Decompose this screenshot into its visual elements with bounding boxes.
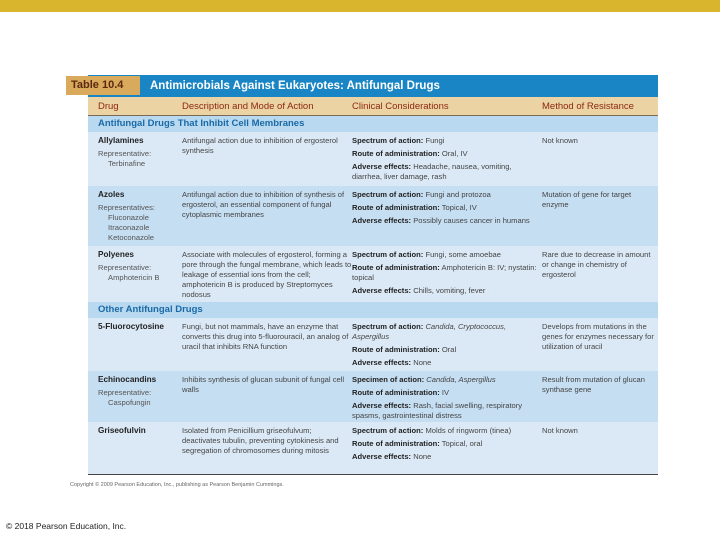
drug-name: Griseofulvin (98, 426, 146, 435)
table-row (88, 246, 658, 302)
adverse-effects: Adverse effects: Chills, vomiting, fever (352, 286, 486, 295)
adverse-effects: Adverse effects: Headache, nausea, vomiting, diarrhea, liver damage, rash (352, 162, 512, 181)
column-header-resistance: Method of Resistance (542, 101, 634, 112)
column-header-drug: Drug (98, 101, 119, 112)
resistance: Not known (542, 426, 578, 435)
drug-name: Allylamines (98, 136, 144, 145)
section-header-other: Other Antifungal Drugs (88, 302, 658, 318)
table-source-note: Copyright © 2009 Pearson Education, Inc., publishing as Pearson Benjamin Cummings. (70, 482, 284, 488)
drug-name: Echinocandins (98, 375, 157, 384)
adverse-effects: Adverse effects: None (352, 358, 432, 367)
table-number-tag: Table 10.4 (66, 76, 140, 95)
column-header-description: Description and Mode of Action (182, 101, 314, 112)
table-row (88, 186, 658, 246)
resistance: Result from mutation of glucan synthase gene (542, 375, 645, 394)
adverse-effects: Adverse effects: Possibly causes cancer in humans (352, 216, 530, 225)
route: Route of administration: Oral (352, 345, 457, 354)
drug-name: 5-Fluorocytosine (98, 322, 164, 331)
description: Antifungal action due to inhibition of synthesis of ergosterol, an essential component of fungal cytoplasmic membranes (182, 190, 345, 219)
spectrum: Spectrum of action: Fungi, some amoebae (352, 250, 501, 259)
resistance: Rare due to decrease in amount or change in chemistry of ergosterol (542, 250, 651, 279)
description: Isolated from Penicillium griseofulvum; deactivates tubulin, preventing cytokinesis and segregation of chromosomes during mitosis (182, 426, 339, 455)
representative-drug: Caspofungin (108, 398, 151, 407)
table-bottom-rule (88, 474, 658, 475)
description: Associate with molecules of ergosterol, forming a pore through the fungal membrane, which leads to leakage of essential ions from the cell; amphotericin B is produced by Streptomyces nodosus (182, 250, 352, 299)
resistance: Mutation of gene for target enzyme (542, 190, 632, 209)
column-header-clinical: Clinical Considerations (352, 101, 449, 112)
representative-label: Representative: (98, 149, 152, 158)
drug-name: Azoles (98, 190, 125, 199)
table-title: Antimicrobials Against Eukaryotes: Antifungal Drugs (150, 80, 440, 92)
route: Route of administration: Topical, oral (352, 439, 483, 448)
table-row (88, 132, 658, 186)
representative-drug: Fluconazole (108, 213, 149, 222)
representative-label: Representative: (98, 388, 152, 397)
route: Route of administration: Topical, IV (352, 203, 477, 212)
description: Antifungal action due to inhibition of ergosterol synthesis (182, 136, 338, 155)
spectrum: Specimen of action: Candida, Aspergillus (352, 375, 496, 384)
representative-drug: Terbinafine (108, 159, 146, 168)
resistance: Not known (542, 136, 578, 145)
route: Route of administration: IV (352, 388, 450, 397)
resistance: Develops from mutations in the genes for enzymes necessary for utilization of uracil (542, 322, 654, 351)
route: Route of administration: Oral, IV (352, 149, 468, 158)
description: Fungi, but not mammals, have an enzyme that converts this drug into 5-fluorouracil, an analog of uracil that inhibits RNA function (182, 322, 349, 351)
table-row (88, 422, 658, 474)
description: Inhibits synthesis of glucan subunit of fungal cell walls (182, 375, 345, 394)
spectrum: Spectrum of action: Fungi (352, 136, 445, 145)
section-header-cell-membranes: Antifungal Drugs That Inhibit Cell Membranes (88, 116, 658, 132)
adverse-effects: Adverse effects: Rash, facial swelling, respiratory spasms, gastrointestinal distress (352, 401, 523, 420)
top-accent-bar (0, 0, 720, 12)
slide-copyright: © 2018 Pearson Education, Inc. (6, 521, 127, 531)
representative-label: Representatives: (98, 203, 155, 212)
column-header-row (88, 97, 658, 116)
drug-name: Polyenes (98, 250, 134, 259)
representative-label: Representative: (98, 263, 152, 272)
table-row (88, 371, 658, 422)
table-row (88, 318, 658, 371)
route: Route of administration: Amphotericin B: IV; nystatin: topical (352, 263, 537, 282)
adverse-effects: Adverse effects: None (352, 452, 432, 461)
representative-drug: Ketoconazole (108, 233, 155, 242)
spectrum: Spectrum of action: Molds of ringworm (tinea) (352, 426, 512, 435)
spectrum: Spectrum of action: Candida, Cryptococcus, Aspergillus (352, 322, 507, 341)
spectrum: Spectrum of action: Fungi and protozoa (352, 190, 491, 199)
representative-drug: Itraconazole (108, 223, 150, 232)
representative-drug: Amphotericin B (108, 273, 160, 282)
